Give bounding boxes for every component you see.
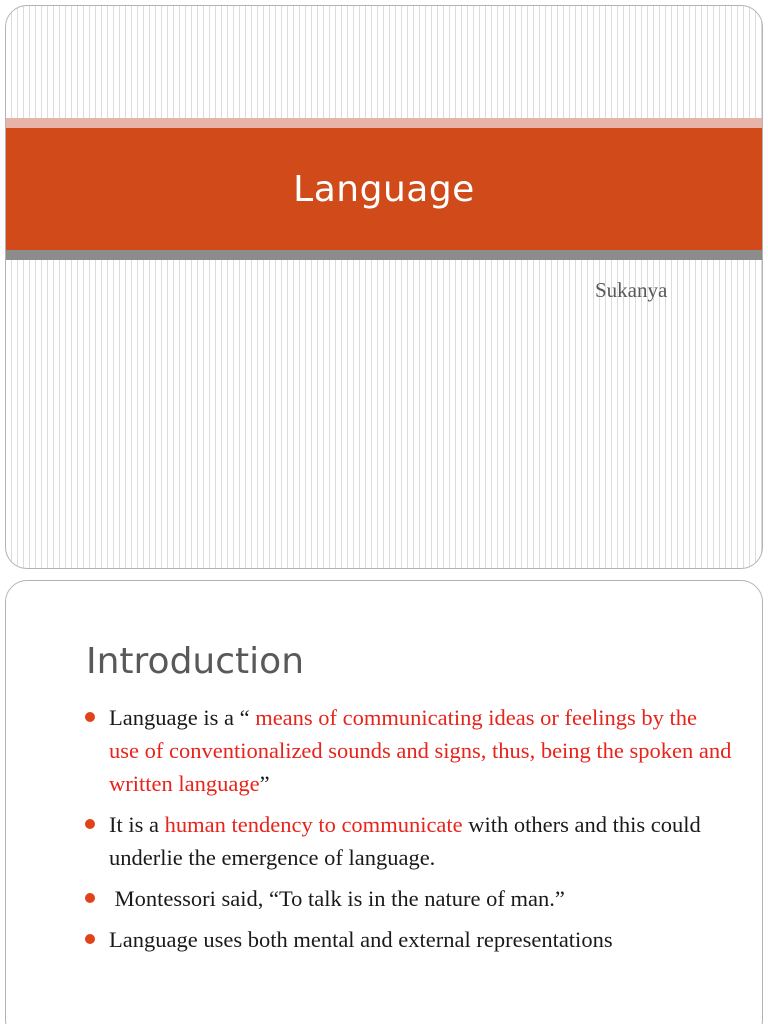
- bullet-text: ”: [259, 771, 270, 796]
- title-slide: [5, 5, 763, 569]
- bullet-dot-icon: [85, 819, 95, 829]
- bullet-highlight-text: means of communicating ideas or feelings by the use of conventionalized sounds and signs, thus, being the spoken and written language: [109, 705, 732, 796]
- bullet-list: [82, 701, 732, 964]
- title-top-accent-bar: [6, 118, 762, 128]
- bullet-item: [82, 808, 732, 874]
- bullet-text: Language is a “: [109, 705, 256, 730]
- title-bottom-accent-bar: [6, 250, 762, 260]
- bullet-item: [82, 923, 732, 956]
- bullet-dot-icon: [85, 934, 95, 944]
- slide-title: Language: [293, 168, 475, 210]
- slide-heading: Introduction: [86, 641, 305, 682]
- bullet-dot-icon: [85, 712, 95, 722]
- introduction-slide: [5, 580, 763, 1024]
- title-band: [6, 128, 762, 250]
- bullet-dot-icon: [85, 893, 95, 903]
- bullet-highlight-text: human tendency to communicate: [164, 812, 463, 837]
- bullet-text: It is a: [109, 812, 165, 837]
- bullet-text: Montessori said, “To talk is in the nature of man.”: [109, 886, 565, 911]
- slide-subtitle-author: Sukanya: [595, 278, 668, 302]
- bullet-text: with others and this could underlie the emergence of language.: [109, 812, 701, 870]
- bullet-item: [82, 882, 732, 915]
- bullet-text: Language uses both mental and external representations: [109, 927, 613, 952]
- bullet-item: [82, 701, 732, 800]
